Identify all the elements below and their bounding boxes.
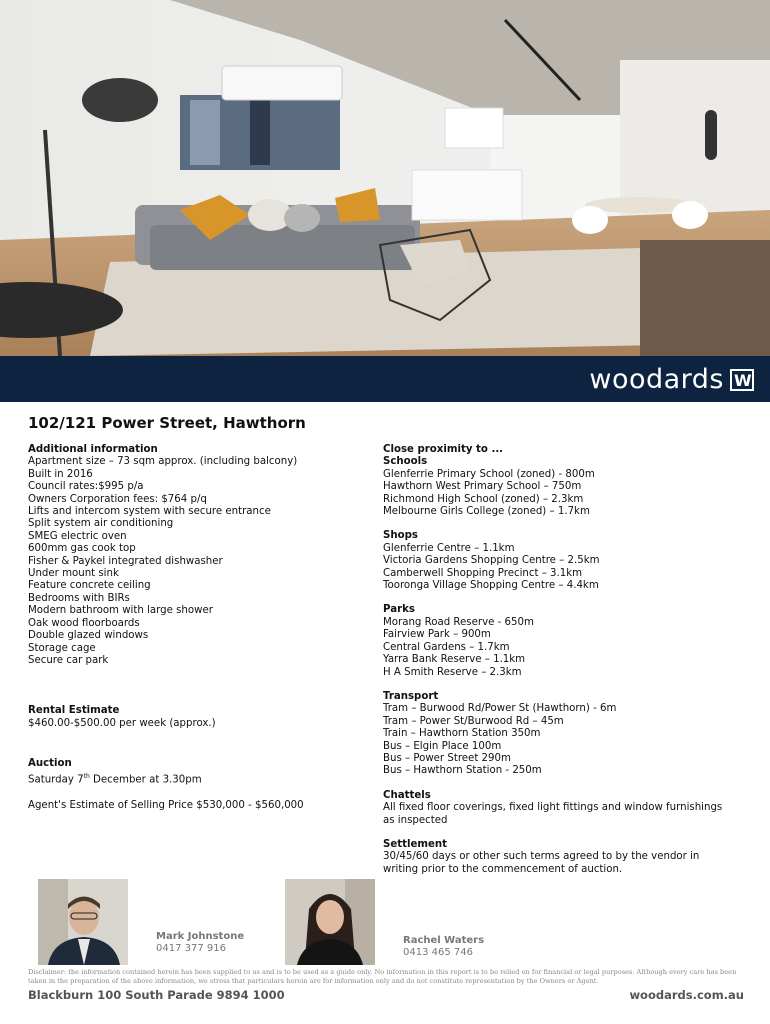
list-item: Morang Road Reserve - 650m <box>383 616 534 628</box>
agent-card-rachel <box>403 935 484 959</box>
schools-heading: Schools <box>383 456 428 468</box>
living-room-illustration <box>0 0 770 356</box>
shops-heading: Shops <box>383 530 418 542</box>
agent-card-mark <box>156 931 244 955</box>
list-item: Hawthorn West Primary School – 750m <box>383 481 582 493</box>
disclaimer: Disclaimer: the information contained herein has been supplied to us and is to be used as a guide only. No information in this report is to be relied on for financial or legal purposes. Although every care has been taken in the preparation of the above information, we stress that particulars herein are for information only and do not constitute representation by the Owners or Agent. <box>28 968 737 985</box>
agent-phone[interactable]: 0413 465 746 <box>403 947 473 958</box>
woodards-logo <box>589 364 754 395</box>
rental-heading: Rental Estimate <box>28 705 120 717</box>
list-item: Victoria Gardens Shopping Centre – 2.5km <box>383 555 600 567</box>
proximity-heading: Close proximity to ... <box>383 444 504 455</box>
list-item: Tooronga Village Shopping Centre – 4.4km <box>383 580 599 592</box>
list-item: 600mm gas cook top <box>28 543 136 555</box>
list-item: Oak wood floorboards <box>28 617 140 629</box>
list-item: Camberwell Shopping Precinct – 3.1km <box>383 567 583 579</box>
property-photo <box>0 0 770 356</box>
transport-list <box>383 703 733 777</box>
list-item: Fisher & Paykel integrated dishwasher <box>28 555 223 567</box>
list-item: Melbourne Girls College (zoned) – 1.7km <box>383 506 590 518</box>
list-item: SMEG electric oven <box>28 530 127 542</box>
list-item: Bus – Elgin Place 100m <box>383 740 502 752</box>
list-item: Modern bathroom with large shower <box>28 605 213 617</box>
list-item: Bedrooms with BIRs <box>28 592 130 604</box>
list-item: Split system air conditioning <box>28 518 174 530</box>
list-item: Richmond High School (zoned) – 2.3km <box>383 493 584 505</box>
settlement-text: 30/45/60 days or other such terms agreed to by the vendor in writing prior to the commencement of auction. <box>383 851 700 875</box>
agent-portrait <box>38 879 128 965</box>
list-item: Council rates:$995 p/a <box>28 481 144 493</box>
agent-portrait <box>285 879 375 965</box>
additional-heading: Additional information <box>28 444 158 455</box>
agent-photo-mark <box>38 879 128 965</box>
right-column <box>383 444 733 876</box>
list-item: Central Gardens – 1.7km <box>383 641 510 653</box>
website-link[interactable]: woodards.com.au <box>629 988 744 1002</box>
agent-name: Rachel Waters <box>403 935 485 946</box>
auction-date: Saturday 7th December at 3.30pm <box>28 772 202 785</box>
list-item: Secure car park <box>28 654 109 666</box>
list-item: Storage cage <box>28 642 96 654</box>
list-item: Owners Corporation fees: $764 p/q <box>28 493 207 505</box>
left-column <box>28 444 358 813</box>
property-address: 102/121 Power Street, Hawthorn <box>28 414 306 432</box>
list-item: Double glazed windows <box>28 630 149 642</box>
list-item: Feature concrete ceiling <box>28 580 151 592</box>
additional-list <box>28 456 358 667</box>
parks-heading: Parks <box>383 604 415 616</box>
list-item: Glenferrie Primary School (zoned) - 800m <box>383 468 595 480</box>
agent-photo-rachel <box>285 879 375 965</box>
chattels-text: All fixed floor coverings, fixed light fittings and window furnishings as inspected <box>383 802 723 826</box>
agent-phone[interactable]: 0417 377 916 <box>156 943 226 954</box>
list-item: Train – Hawthorn Station 350m <box>383 728 541 740</box>
schools-list <box>383 469 733 519</box>
list-item: Fairview Park – 900m <box>383 629 491 641</box>
list-item: Built in 2016 <box>28 468 93 480</box>
auction-heading: Auction <box>28 758 72 770</box>
parks-list <box>383 617 733 679</box>
list-item: Under mount sink <box>28 568 119 580</box>
rental-value: $460.00-$500.00 per week (approx.) <box>28 717 216 729</box>
list-item: Lifts and intercom system with secure entrance <box>28 506 271 518</box>
list-item: Bus – Hawthorn Station - 250m <box>383 765 542 777</box>
logo-mark-icon: W <box>730 369 754 391</box>
list-item: Bus – Power Street 290m <box>383 752 511 764</box>
settlement-heading: Settlement <box>383 838 448 850</box>
list-item: Apartment size – 73 sqm approx. (including balcony) <box>28 456 298 468</box>
chattels-heading: Chattels <box>383 789 431 801</box>
logo-text: woodards <box>589 364 724 395</box>
list-item: Glenferrie Centre – 1.1km <box>383 542 515 554</box>
list-item: Tram – Power St/Burwood Rd – 45m <box>383 715 564 727</box>
agent-name: Mark Johnstone <box>156 931 245 942</box>
list-item: H A Smith Reserve – 2.3km <box>383 666 522 678</box>
transport-heading: Transport <box>383 690 439 702</box>
list-item: Yarra Bank Reserve – 1.1km <box>383 654 526 666</box>
office-address: Blackburn 100 South Parade 9894 1000 <box>28 988 285 1002</box>
list-item: Tram – Burwood Rd/Power St (Hawthorn) - 6m <box>383 703 617 715</box>
selling-estimate: Agent's Estimate of Selling Price $530,000 - $560,000 <box>28 800 304 812</box>
shops-list <box>383 543 733 593</box>
